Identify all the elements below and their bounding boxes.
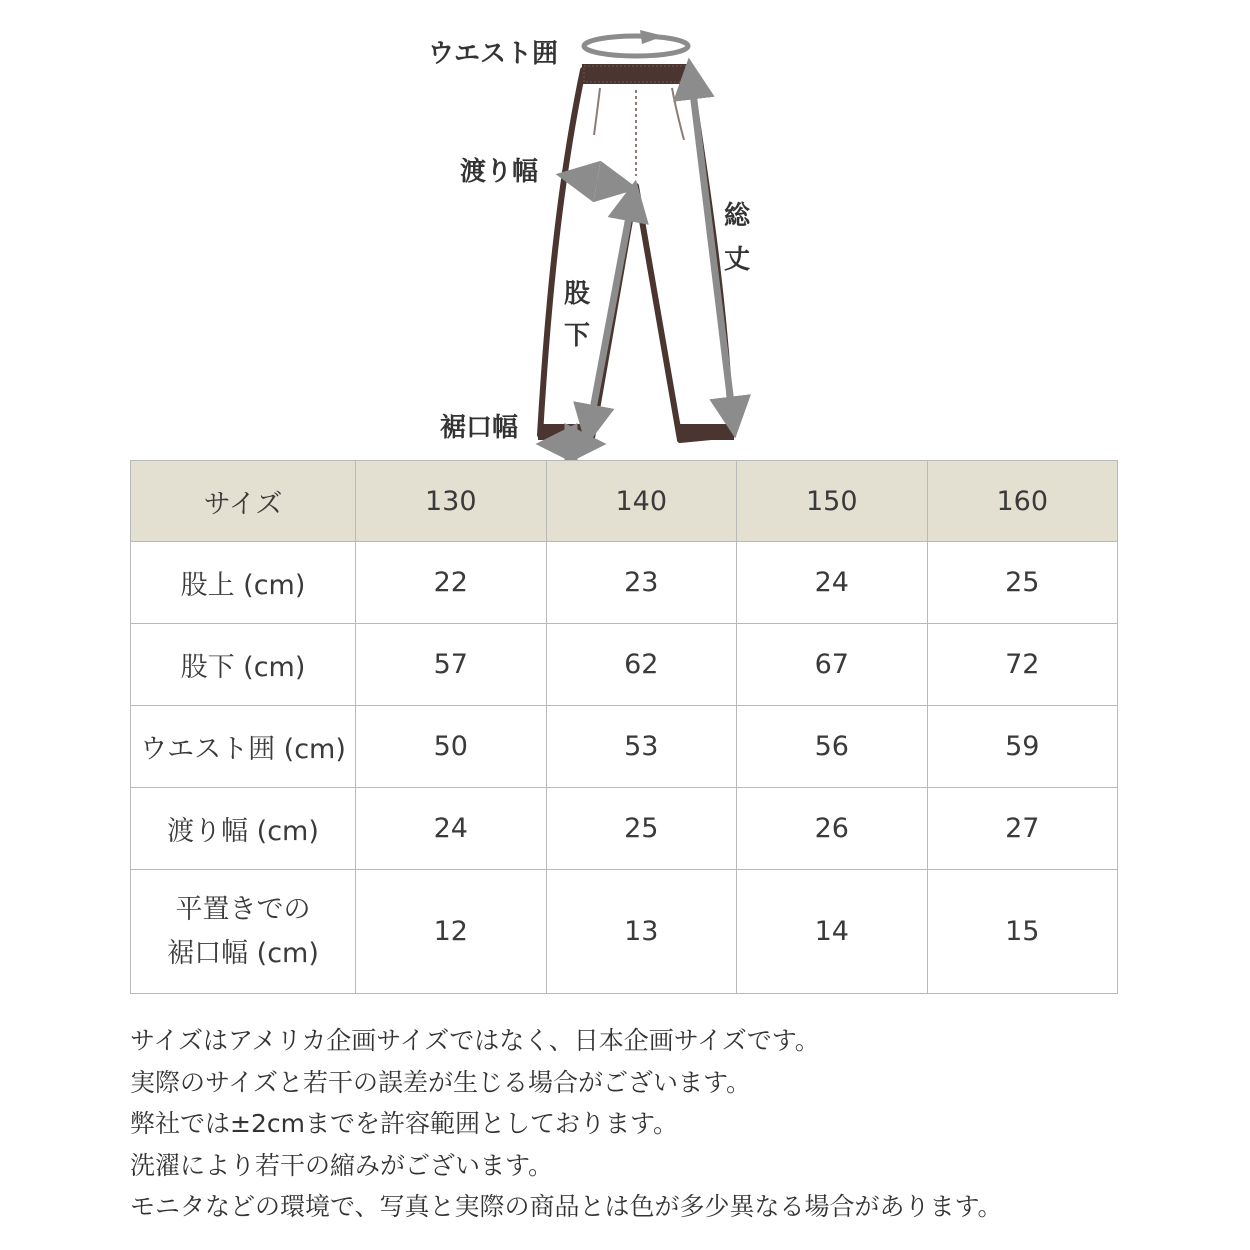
note-line: サイズはアメリカ企画サイズではなく、日本企画サイズです。 [130, 1026, 820, 1055]
row-label-hem [131, 870, 356, 994]
total-length-label-1: 総 [724, 201, 751, 231]
header-size-150: 150 [737, 461, 928, 542]
row-label-hem-line-1: 平置きでの [175, 893, 311, 925]
table-cell: 50 [356, 706, 547, 788]
table-row [131, 870, 1118, 994]
header-size-140: 140 [546, 461, 737, 542]
table-cell: 26 [737, 788, 928, 870]
table-cell: 27 [927, 788, 1118, 870]
size-table [130, 460, 1118, 994]
row-label-hem-line-2: 裾口幅 (cm) [167, 937, 319, 969]
table-cell: 53 [546, 706, 737, 788]
row-label-rise: 股上 (cm) [131, 542, 356, 624]
pants-outline [540, 70, 732, 440]
table-cell: 24 [356, 788, 547, 870]
table-cell: 12 [356, 870, 547, 994]
row-label-waist: ウエスト囲 (cm) [131, 706, 356, 788]
table-cell: 62 [546, 624, 737, 706]
inseam-label-2: 下 [564, 321, 591, 351]
table-row [131, 542, 1118, 624]
table-cell: 23 [546, 542, 737, 624]
table-cell: 13 [546, 870, 737, 994]
pants-measurement-diagram [0, 0, 1250, 460]
note-line: モニタなどの環境で、写真と実際の商品とは色が多少異なる場合があります。 [130, 1192, 1003, 1221]
note-line: 洗濯により若干の縮みがございます。 [130, 1150, 554, 1180]
table-row [131, 624, 1118, 706]
size-notes [130, 1020, 1230, 1228]
table-cell: 25 [546, 788, 737, 870]
inseam-label-1: 股 [564, 279, 591, 309]
table-cell: 24 [737, 542, 928, 624]
header-size-label: サイズ [131, 461, 356, 542]
total-length-label-2: 丈 [724, 245, 751, 275]
table-cell: 57 [356, 624, 547, 706]
hem-label: 裾口幅 [440, 413, 519, 443]
table-row [131, 706, 1118, 788]
waist-arrow-head [640, 30, 664, 44]
header-size-160: 160 [927, 461, 1118, 542]
note-line: 弊社では±2cmまでを許容範囲としております。 [130, 1109, 678, 1138]
table-row [131, 788, 1118, 870]
table-cell: 67 [737, 624, 928, 706]
table-cell: 25 [927, 542, 1118, 624]
table-cell: 72 [927, 624, 1118, 706]
table-cell: 22 [356, 542, 547, 624]
table-cell: 14 [737, 870, 928, 994]
table-cell: 56 [737, 706, 928, 788]
row-label-thigh: 渡り幅 (cm) [131, 788, 356, 870]
waist-label: ウエスト囲 [428, 39, 559, 69]
waistband [582, 64, 692, 84]
hem-cuff-right [678, 424, 734, 440]
row-label-inseam: 股下 (cm) [131, 624, 356, 706]
table-cell: 59 [927, 706, 1118, 788]
header-size-130: 130 [356, 461, 547, 542]
note-line: 実際のサイズと若干の誤差が生じる場合がございます。 [130, 1067, 752, 1097]
table-header-row [131, 461, 1118, 542]
thigh-label: 渡り幅 [460, 157, 539, 187]
table-cell: 15 [927, 870, 1118, 994]
waist-arrow [584, 36, 688, 56]
